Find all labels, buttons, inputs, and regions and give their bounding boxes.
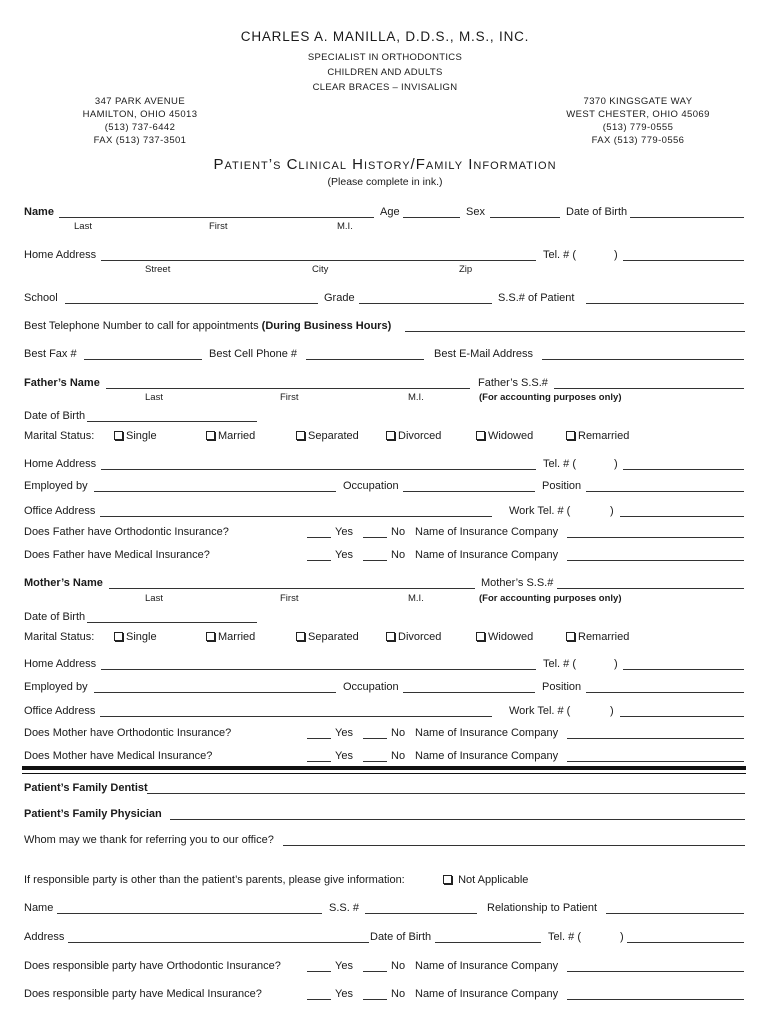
- option-label: Widowed: [488, 430, 534, 442]
- mother-tel-close: ): [614, 658, 618, 670]
- responsible-ortho-yes-label: Yes: [335, 960, 353, 972]
- patient-ss-field[interactable]: [586, 303, 744, 304]
- right-office-address: [548, 95, 728, 147]
- sex-field[interactable]: [490, 217, 560, 218]
- mother-married-option[interactable]: [206, 631, 255, 643]
- father-ortho-yes-label: Yes: [335, 526, 353, 538]
- checkbox-icon[interactable]: [476, 431, 485, 440]
- father-med-company-field[interactable]: [567, 560, 744, 561]
- checkbox-icon[interactable]: [566, 632, 575, 641]
- mother-med-company-label: Name of Insurance Company: [415, 750, 559, 762]
- option-label: Single: [126, 430, 157, 442]
- mother-office-address-label: Office Address: [24, 705, 96, 717]
- mother-med-ins-label: Does Mother have Medical Insurance?: [24, 750, 213, 762]
- father-employed-field[interactable]: [94, 491, 336, 492]
- business-hours-text: (During Business Hours): [261, 320, 392, 332]
- mother-divorced-option[interactable]: [386, 631, 441, 643]
- checkbox-icon[interactable]: [296, 431, 305, 440]
- patient-name-label: Name: [24, 206, 54, 218]
- mother-first-caption: First: [280, 593, 299, 604]
- father-ss-field[interactable]: [554, 388, 744, 389]
- mother-name-label: Mother’s Name: [24, 577, 103, 589]
- relationship-label: Relationship to Patient: [487, 902, 598, 914]
- mother-ss-field[interactable]: [557, 588, 744, 589]
- father-tel-close: ): [614, 458, 618, 470]
- zip-caption: Zip: [459, 264, 473, 275]
- option-label: Divorced: [398, 631, 442, 643]
- mother-home-address-field[interactable]: [101, 669, 536, 670]
- responsible-ss-field[interactable]: [365, 913, 477, 914]
- father-ortho-company-field[interactable]: [567, 537, 744, 538]
- father-ortho-yes-field[interactable]: [307, 537, 331, 538]
- father-occupation-label: Occupation: [343, 480, 399, 492]
- father-ortho-company-label: Name of Insurance Company: [415, 526, 559, 538]
- checkbox-icon[interactable]: [386, 431, 395, 440]
- responsible-med-company-label: Name of Insurance Company: [415, 988, 559, 1000]
- mi-caption: M.I.: [337, 221, 353, 232]
- mother-separated-option[interactable]: [296, 631, 359, 643]
- option-label: Remarried: [578, 631, 630, 643]
- family-physician-label: Patient’s Family Physician: [24, 808, 162, 820]
- checkbox-icon[interactable]: [206, 632, 215, 641]
- father-widowed-option[interactable]: [476, 430, 533, 442]
- mother-ortho-ins-label: Does Mother have Orthodontic Insurance?: [24, 727, 232, 739]
- mother-ortho-company-label: Name of Insurance Company: [415, 727, 559, 739]
- dob-label: Date of Birth: [566, 206, 628, 218]
- responsible-med-yes-field[interactable]: [307, 999, 331, 1000]
- left-address-line: 347 PARK AVENUE: [94, 96, 186, 107]
- best-fax-label: Best Fax #: [24, 348, 77, 360]
- father-med-yes-label: Yes: [335, 549, 353, 561]
- patient-name-field[interactable]: [59, 217, 374, 218]
- best-email-field[interactable]: [542, 359, 744, 360]
- father-home-address-field[interactable]: [101, 469, 536, 470]
- mother-ortho-no-label: No: [391, 727, 406, 739]
- father-work-tel-close: ): [610, 505, 614, 517]
- left-office-address: [60, 95, 220, 147]
- option-label: Remarried: [578, 430, 630, 442]
- father-med-ins-label: Does Father have Medical Insurance?: [24, 549, 210, 561]
- best-fax-field[interactable]: [84, 359, 202, 360]
- responsible-med-yes-label: Yes: [335, 988, 353, 1000]
- practice-name: CHARLES A. MANILLA, D.D.S., M.S., INC.: [240, 29, 530, 44]
- grade-field[interactable]: [359, 303, 492, 304]
- left-address-phone: (513) 737-6442: [104, 122, 176, 133]
- responsible-tel-close: ): [620, 931, 624, 943]
- father-ortho-no-label: No: [391, 526, 406, 538]
- right-address-phone: (513) 779-0555: [602, 122, 674, 133]
- responsible-med-no-field[interactable]: [363, 999, 387, 1000]
- mother-tel-field[interactable]: [623, 669, 744, 670]
- checkbox-icon[interactable]: [114, 632, 123, 641]
- mother-employed-field[interactable]: [94, 692, 336, 693]
- practice-services: CLEAR BRACES – INVISALIGN: [312, 82, 458, 93]
- mother-med-no-field[interactable]: [363, 761, 387, 762]
- mother-name-field[interactable]: [109, 588, 475, 589]
- mother-last-caption: Last: [145, 593, 163, 604]
- checkbox-icon[interactable]: [206, 431, 215, 440]
- father-remarried-option[interactable]: [566, 430, 629, 442]
- father-marital-label: Marital Status:: [24, 430, 95, 442]
- option-label: Married: [218, 430, 256, 442]
- option-label: Widowed: [488, 631, 534, 643]
- home-tel-field[interactable]: [623, 260, 744, 261]
- responsible-ss-label: S.S. #: [329, 902, 359, 914]
- checkbox-icon[interactable]: [476, 632, 485, 641]
- father-last-caption: Last: [145, 392, 163, 403]
- mother-ortho-yes-label: Yes: [335, 727, 353, 739]
- best-cell-field[interactable]: [306, 359, 424, 360]
- mother-dob-label: Date of Birth: [24, 611, 86, 623]
- practice-specialty: SPECIALIST IN ORTHODONTICS: [307, 52, 463, 63]
- family-physician-field[interactable]: [170, 819, 745, 820]
- father-employed-label: Employed by: [24, 480, 88, 492]
- first-caption: First: [209, 221, 228, 232]
- father-office-address-field[interactable]: [100, 516, 492, 517]
- mother-position-field[interactable]: [586, 692, 744, 693]
- father-single-option[interactable]: [114, 430, 157, 442]
- referral-field[interactable]: [283, 845, 745, 846]
- responsible-dob-field[interactable]: [435, 942, 541, 943]
- father-work-tel-field[interactable]: [620, 516, 744, 517]
- school-field[interactable]: [65, 303, 318, 304]
- father-med-yes-field[interactable]: [307, 560, 331, 561]
- responsible-address-field[interactable]: [68, 942, 369, 943]
- last-caption: Last: [74, 221, 92, 232]
- family-dentist-field[interactable]: [147, 793, 745, 794]
- mother-dob-field[interactable]: [87, 622, 257, 623]
- right-address-fax: FAX (513) 779-0556: [591, 135, 685, 146]
- mother-home-address-label: Home Address: [24, 658, 97, 670]
- father-separated-option[interactable]: [296, 430, 359, 442]
- father-ortho-ins-label: Does Father have Orthodontic Insurance?: [24, 526, 229, 538]
- form-title: Patient’s Clinical History/Family Information: [213, 156, 557, 173]
- mother-single-option[interactable]: [114, 631, 157, 643]
- section-divider-thick: [22, 766, 746, 770]
- family-dentist-label: Patient’s Family Dentist: [24, 782, 148, 794]
- responsible-name-label: Name: [24, 902, 54, 914]
- father-tel-field[interactable]: [623, 469, 744, 470]
- right-address-city: WEST CHESTER, OHIO 45069: [566, 109, 710, 120]
- section-divider-thin: [22, 773, 746, 774]
- option-label: Divorced: [398, 430, 442, 442]
- checkbox-icon[interactable]: [443, 875, 452, 884]
- father-med-company-label: Name of Insurance Company: [415, 549, 559, 561]
- responsible-ortho-company-field[interactable]: [567, 971, 744, 972]
- responsible-ortho-yes-field[interactable]: [307, 971, 331, 972]
- responsible-ortho-no-label: No: [391, 960, 406, 972]
- mother-med-no-label: No: [391, 750, 406, 762]
- option-label: Separated: [308, 430, 359, 442]
- father-dob-label: Date of Birth: [24, 410, 86, 422]
- mother-ortho-no-field[interactable]: [363, 738, 387, 739]
- option-label: Married: [218, 631, 256, 643]
- father-tel-label: Tel. # (: [543, 458, 577, 470]
- mother-occupation-field[interactable]: [403, 692, 535, 693]
- checkbox-icon[interactable]: [386, 632, 395, 641]
- mother-ss-label: Mother’s S.S.#: [481, 577, 554, 589]
- grade-label: Grade: [324, 292, 355, 304]
- checkbox-icon[interactable]: [296, 632, 305, 641]
- responsible-ortho-company-label: Name of Insurance Company: [415, 960, 559, 972]
- age-label: Age: [380, 206, 400, 218]
- father-divorced-option[interactable]: [386, 430, 441, 442]
- father-acct-note: (For accounting purposes only): [479, 392, 622, 403]
- mother-mi-caption: M.I.: [408, 593, 424, 604]
- best-phone-label: [24, 320, 391, 332]
- mother-ortho-company-field[interactable]: [567, 738, 744, 739]
- not-applicable-label: Not Applicable: [458, 874, 529, 886]
- father-office-address-label: Office Address: [24, 505, 96, 517]
- mother-tel-label: Tel. # (: [543, 658, 577, 670]
- responsible-ortho-ins-label: Does responsible party have Orthodontic Insurance?: [24, 960, 281, 972]
- relationship-field[interactable]: [606, 913, 744, 914]
- left-address-city: HAMILTON, OHIO 45013: [82, 109, 198, 120]
- option-label: Single: [126, 631, 157, 643]
- home-address-label: Home Address: [24, 249, 97, 261]
- mother-position-label: Position: [542, 681, 582, 693]
- tel-close: ): [614, 249, 618, 261]
- mother-widowed-option[interactable]: [476, 631, 533, 643]
- father-work-tel-label: Work Tel. # (: [509, 505, 571, 517]
- father-med-no-label: No: [391, 549, 406, 561]
- father-first-caption: First: [280, 392, 299, 403]
- father-ss-label: Father’s S.S.#: [478, 377, 548, 389]
- age-field[interactable]: [403, 217, 460, 218]
- best-cell-label: Best Cell Phone #: [209, 348, 298, 360]
- option-label: Separated: [308, 631, 359, 643]
- mother-work-tel-close: ): [610, 705, 614, 717]
- mother-med-yes-field[interactable]: [307, 761, 331, 762]
- responsible-tel-label: Tel. # (: [548, 931, 582, 943]
- father-ortho-no-field[interactable]: [363, 537, 387, 538]
- sex-label: Sex: [466, 206, 485, 218]
- dob-field[interactable]: [630, 217, 744, 218]
- mother-med-company-field[interactable]: [567, 761, 744, 762]
- mother-office-address-field[interactable]: [100, 716, 492, 717]
- mother-marital-label: Marital Status:: [24, 631, 95, 643]
- father-name-label: Father’s Name: [24, 377, 100, 389]
- not-applicable-option[interactable]: [443, 874, 528, 886]
- mother-work-tel-field[interactable]: [620, 716, 744, 717]
- mother-occupation-label: Occupation: [343, 681, 399, 693]
- patient-ss-label: S.S.# of Patient: [498, 292, 575, 304]
- father-dob-field[interactable]: [87, 421, 257, 422]
- form-subtitle: (Please complete in ink.): [327, 176, 443, 188]
- street-caption: Street: [145, 264, 171, 275]
- school-label: School: [24, 292, 58, 304]
- city-caption: City: [312, 264, 329, 275]
- responsible-intro: If responsible party is other than the patient’s parents, please give information:: [24, 874, 405, 886]
- responsible-address-label: Address: [24, 931, 65, 943]
- mother-remarried-option[interactable]: [566, 631, 629, 643]
- responsible-ortho-no-field[interactable]: [363, 971, 387, 972]
- right-address-line: 7370 KINGSGATE WAY: [583, 96, 693, 107]
- father-mi-caption: M.I.: [408, 392, 424, 403]
- responsible-tel-field[interactable]: [627, 942, 744, 943]
- responsible-med-company-field[interactable]: [567, 999, 744, 1000]
- best-phone-field[interactable]: [405, 331, 745, 332]
- referral-label: Whom may we thank for referring you to our office?: [24, 834, 274, 846]
- father-med-no-field[interactable]: [363, 560, 387, 561]
- mother-work-tel-label: Work Tel. # (: [509, 705, 571, 717]
- tel-label: Tel. # (: [543, 249, 577, 261]
- checkbox-icon[interactable]: [114, 431, 123, 440]
- responsible-name-field[interactable]: [57, 913, 322, 914]
- best-phone-text: Best Telephone Number to call for appointments: [24, 320, 259, 332]
- father-position-label: Position: [542, 480, 582, 492]
- mother-med-yes-label: Yes: [335, 750, 353, 762]
- father-position-field[interactable]: [586, 491, 744, 492]
- father-name-field[interactable]: [106, 388, 470, 389]
- home-address-field[interactable]: [101, 260, 536, 261]
- responsible-med-ins-label: Does responsible party have Medical Insurance?: [24, 988, 262, 1000]
- mother-ortho-yes-field[interactable]: [307, 738, 331, 739]
- mother-acct-note: (For accounting purposes only): [479, 593, 622, 604]
- father-home-address-label: Home Address: [24, 458, 97, 470]
- checkbox-icon[interactable]: [566, 431, 575, 440]
- left-address-fax: FAX (513) 737-3501: [93, 135, 187, 146]
- father-married-option[interactable]: [206, 430, 255, 442]
- responsible-dob-label: Date of Birth: [370, 931, 432, 943]
- father-occupation-field[interactable]: [403, 491, 535, 492]
- best-email-label: Best E-Mail Address: [434, 348, 534, 360]
- responsible-med-no-label: No: [391, 988, 406, 1000]
- practice-patients: CHILDREN AND ADULTS: [327, 67, 443, 78]
- mother-employed-label: Employed by: [24, 681, 88, 693]
